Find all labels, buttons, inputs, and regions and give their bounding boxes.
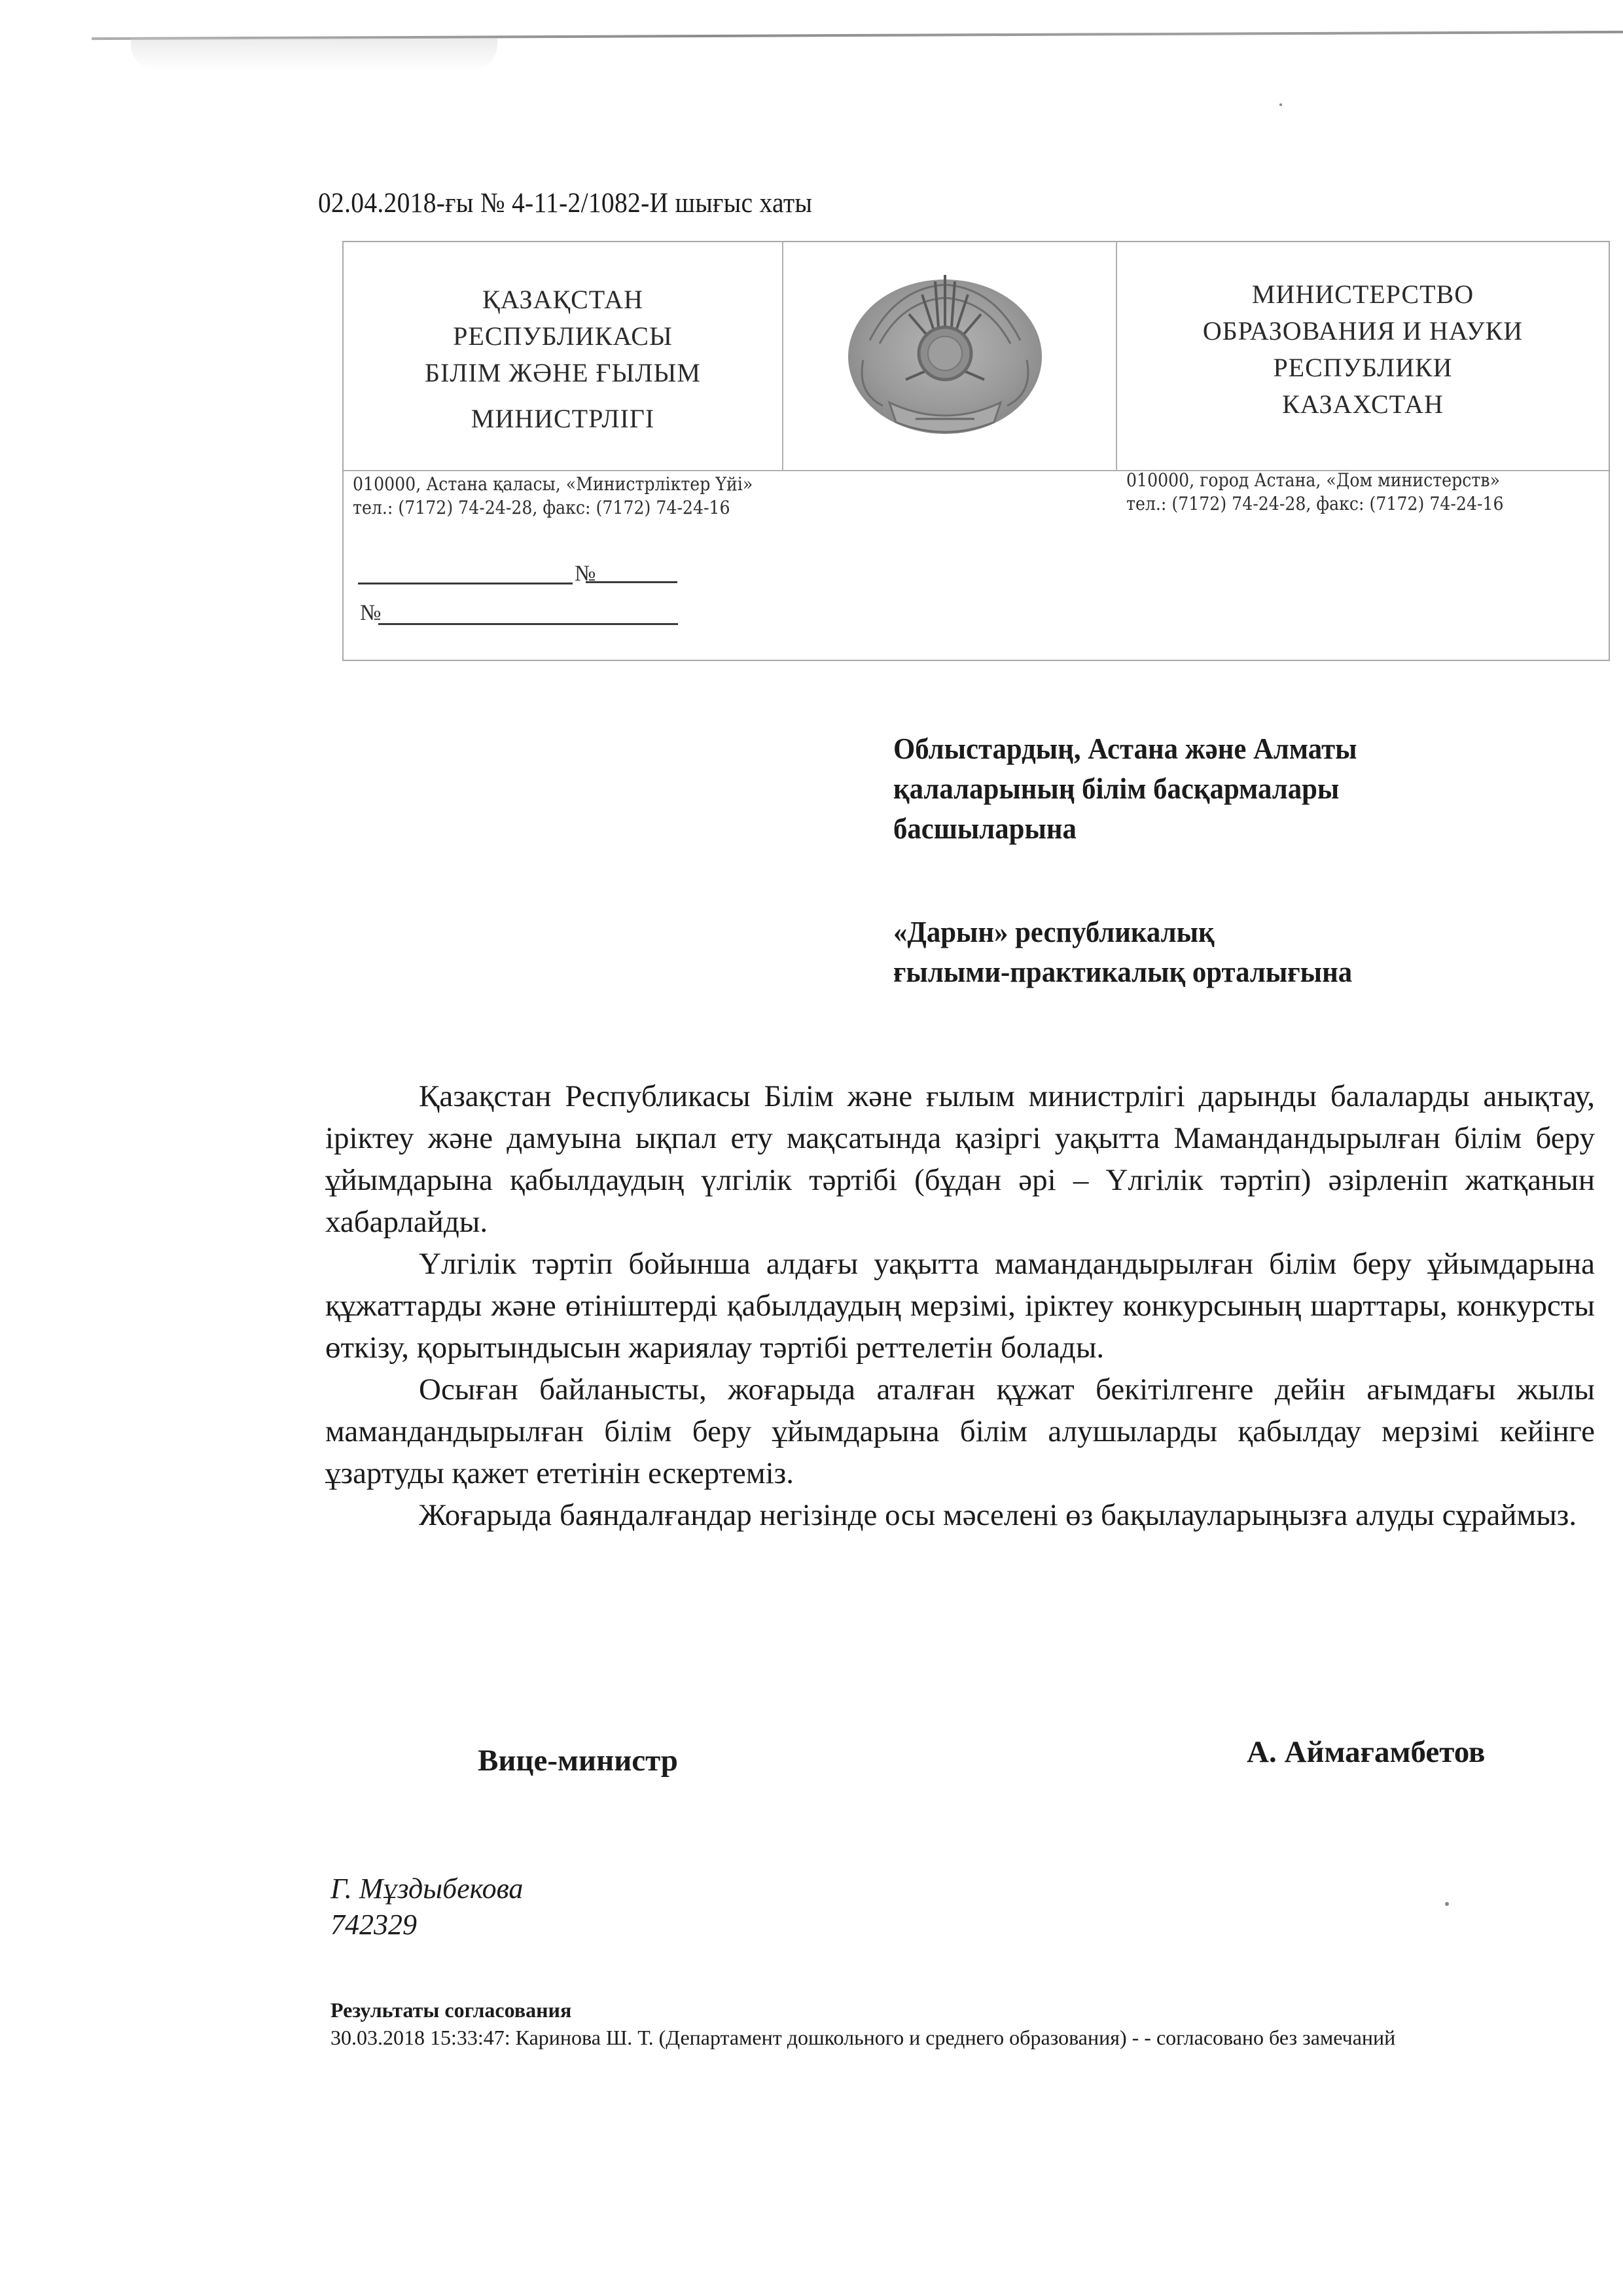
- phone-line: тел.: (7172) 74-24-28, факс: (7172) 74-24-16: [353, 497, 730, 518]
- state-emblem-icon: [844, 262, 1046, 445]
- ministry-name-kazakh: [344, 281, 782, 437]
- executor-block: [330, 1871, 523, 1943]
- ministry-name-line: МИНИСТРЛІГІ: [471, 404, 655, 433]
- approval-entry: 30.03.2018 15:33:47: Каринова Ш. Т. (Департамент дошкольного и среднего образования) - - согласовано без замечаний: [330, 2026, 1396, 2049]
- executor-name: Г. Мұздыбекова: [330, 1873, 524, 1905]
- signatory-role: Вице-министр: [478, 1744, 678, 1778]
- body-paragraph: Үлгілік тәртіп бойынша алдағы уақытта мамандандырылған білім беру ұйымдарына құжаттарды және өтініштерді қабылдаудың мерзімі, іріктеу конкурсының шарттары, конкурсты өткізу, қорытындысын жариялау тәртібі реттелетін болады.: [325, 1247, 1595, 1365]
- ministry-name-line: РЕСПУБЛИКАСЫ: [453, 321, 673, 351]
- ministry-name-line: РЕСПУБЛИКИ: [1273, 353, 1453, 382]
- addressee-daryn-center: [893, 912, 1352, 992]
- approval-title: Результаты согласования: [330, 1998, 572, 2022]
- reference-number-line: [378, 623, 678, 625]
- ministry-name-line: КАЗАХСТАН: [1282, 389, 1444, 419]
- scan-speck: [1445, 1902, 1449, 1906]
- registration-number-sign: №: [575, 562, 596, 586]
- body-paragraph: Жоғарыда баяндалғандар негізінде осы мәселені өз бақылауларыңызға алуды сұраймыз.: [419, 1498, 1577, 1532]
- ministry-name-russian: [1117, 276, 1609, 423]
- address-line: 010000, город Астана, «Дом министерств»: [1126, 469, 1500, 491]
- scan-speck: [1279, 103, 1282, 106]
- ministry-name-line: ОБРАЗОВАНИЯ И НАУКИ: [1202, 316, 1524, 346]
- registration-date-line: [358, 583, 573, 584]
- letterhead: [342, 241, 1610, 661]
- addressee-line: басшыларына: [893, 812, 1077, 845]
- body-paragraph: Осыған байланысты, жоғарыда аталған құжат бекітілгенге дейін ағымдағы жылы мамандандырылған білім беру ұйымдарына білім алушыларды қабылдау мерзімі кейінге ұзартуды қажет ететінін ескертеміз.: [325, 1372, 1595, 1490]
- letterhead-russian-name-cell: [1117, 242, 1609, 471]
- addressee-line: ғылыми-практикалық орталығына: [893, 955, 1353, 988]
- scan-smudge: [131, 38, 497, 71]
- phone-line: тел.: (7172) 74-24-28, факс: (7172) 74-24-16: [1126, 493, 1504, 514]
- addressee-line: Облыстардың, Астана және Алматы: [893, 732, 1357, 765]
- ministry-name-line: ҚАЗАҚСТАН: [482, 285, 644, 314]
- ministry-name-line: БІЛІМ ЖӘНЕ ҒЫЛЫМ: [425, 358, 701, 387]
- registration-number-line: [586, 581, 677, 583]
- signatory-name: А. Аймағамбетов: [1247, 1735, 1486, 1769]
- letterhead-address-russian: [1126, 469, 1504, 516]
- body-paragraph: Қазақстан Республикасы Білім және ғылым министрлігі дарынды балаларды анықтау, іріктеу және дамуына ықпал ету мақсатында қазіргі уақытта Мамандандырылған білім беру ұйымдарына қабылдаудың үлгілік тәртібі (бұдан әрі – Үлгілік тәртіп) әзірленіп жатқанын хабарлайды.: [325, 1079, 1595, 1239]
- letterhead-kazakh-name-cell: [344, 242, 783, 471]
- address-line: 010000, Астана қаласы, «Министрліктер Үйі»: [353, 473, 753, 495]
- reference-number-sign: №: [360, 601, 382, 625]
- executor-phone: 742329: [330, 1909, 417, 1941]
- addressee-line: «Дарын» республикалық: [893, 915, 1215, 948]
- ministry-name-line: МИНИСТЕРСТВО: [1251, 279, 1474, 309]
- addressee-education-departments: [893, 728, 1357, 848]
- letterhead-address-kazakh: [353, 473, 753, 520]
- letter-body: [325, 1075, 1595, 1536]
- letterhead-emblem-cell: [783, 242, 1117, 471]
- addressee-line: қалаларының білім басқармалары: [893, 772, 1340, 805]
- outgoing-reference: 02.04.2018-ғы № 4-11-2/1082-И шығыс хаты: [318, 188, 813, 219]
- approval-results: [330, 1996, 1600, 2051]
